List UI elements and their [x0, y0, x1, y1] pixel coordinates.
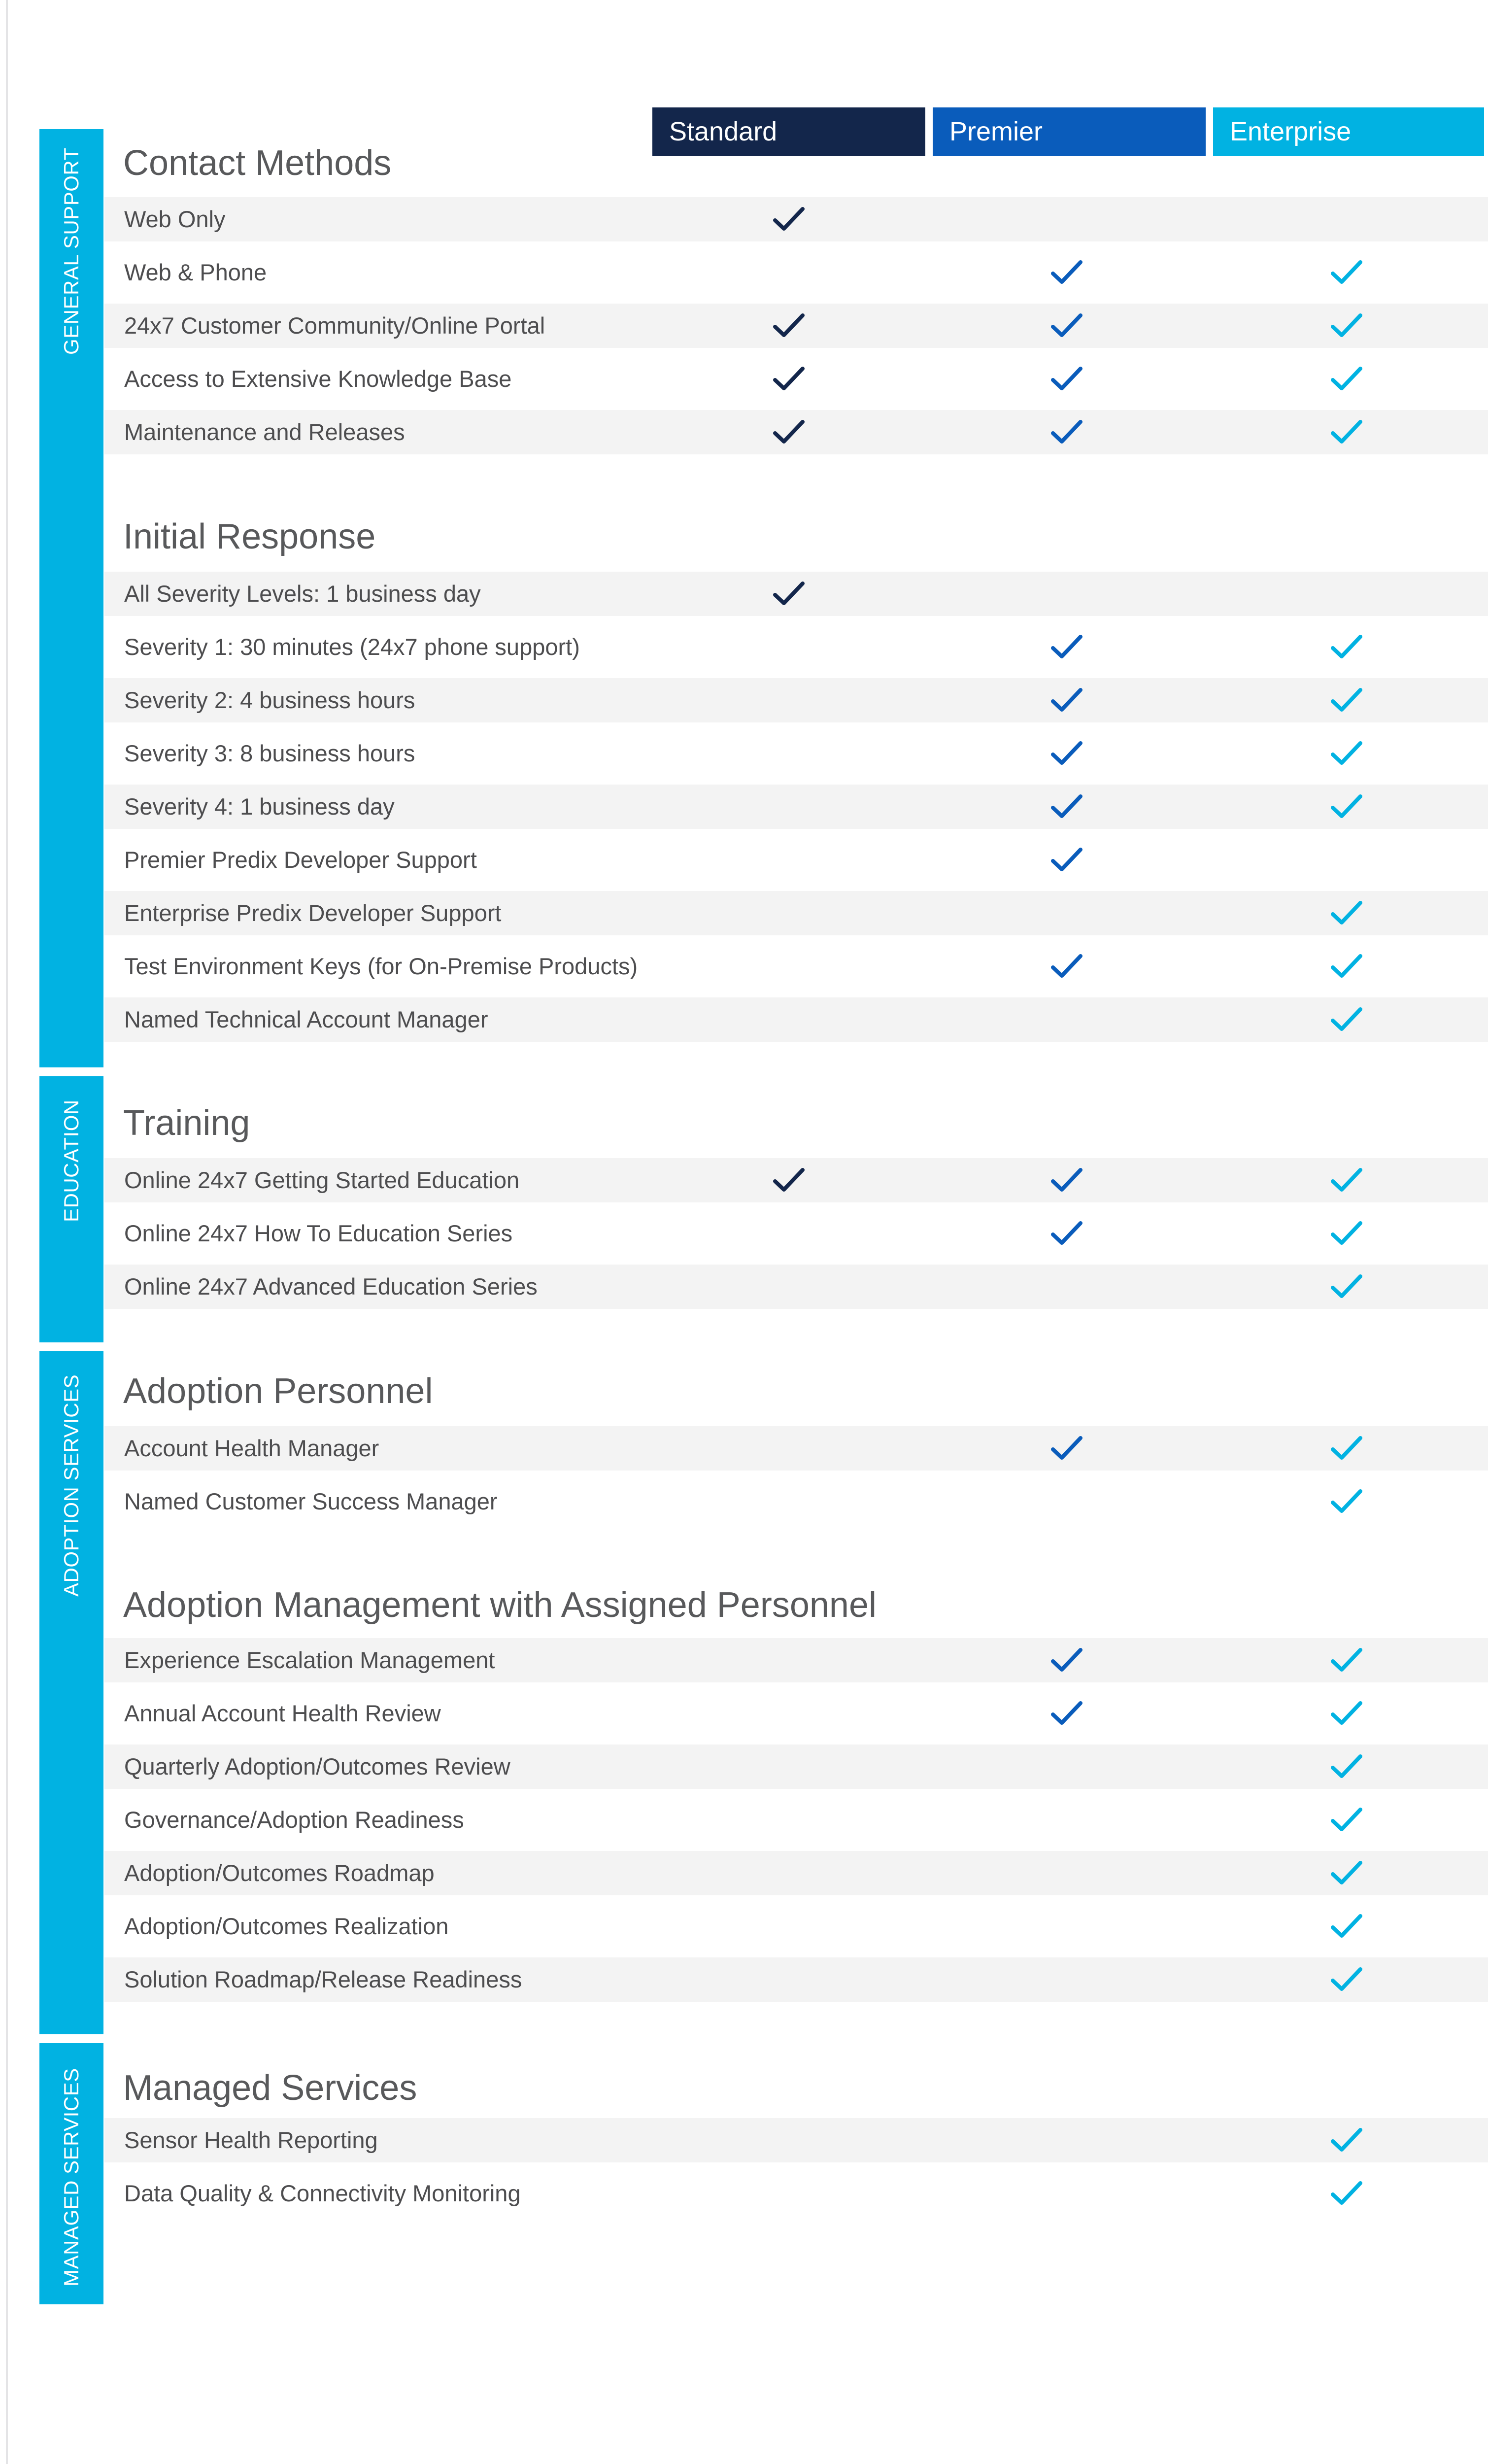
- row-label: Online 24x7 Getting Started Education: [124, 1167, 520, 1193]
- check-icon: [773, 418, 805, 446]
- row-label: Online 24x7 Advanced Education Series: [124, 1273, 538, 1300]
- check-icon: [1050, 953, 1083, 980]
- check-icon: [1050, 1220, 1083, 1247]
- check-icon: [1330, 2180, 1363, 2207]
- row-label: Annual Account Health Review: [124, 1700, 441, 1726]
- table-row: [104, 1904, 1488, 1949]
- check-icon: [1330, 1166, 1363, 1194]
- section-title: Contact Methods: [123, 143, 392, 183]
- table-row: [104, 785, 1488, 829]
- check-icon: [1050, 686, 1083, 714]
- check-icon: [1330, 953, 1363, 980]
- check-icon: [1330, 1913, 1363, 1940]
- table-row: [104, 1745, 1488, 1789]
- section-title: Adoption Management with Assigned Personnel: [123, 1585, 877, 1625]
- table-row: [104, 838, 1488, 882]
- check-icon: [1050, 312, 1083, 340]
- table-row: [104, 2171, 1488, 2216]
- row-label: Severity 1: 30 minutes (24x7 phone support): [124, 634, 580, 660]
- table-row: [104, 1957, 1488, 2002]
- row-label: Named Technical Account Manager: [124, 1006, 488, 1032]
- check-icon: [773, 580, 805, 608]
- table-row: [104, 625, 1488, 669]
- table-row: [104, 1691, 1488, 1736]
- check-icon: [1050, 365, 1083, 393]
- section-title: Adoption Personnel: [123, 1371, 433, 1411]
- check-icon: [1050, 1646, 1083, 1674]
- table-row: [104, 997, 1488, 1042]
- check-icon: [1330, 793, 1363, 821]
- check-icon: [1330, 899, 1363, 927]
- check-icon: [1330, 365, 1363, 393]
- check-icon: [1330, 1220, 1363, 1247]
- table-row: [104, 1798, 1488, 1842]
- check-icon: [1330, 1646, 1363, 1674]
- tier-header-enterprise: Enterprise: [1213, 107, 1484, 156]
- row-label: Web & Phone: [124, 259, 267, 285]
- table-row: [104, 410, 1488, 454]
- table-row: [104, 304, 1488, 348]
- check-icon: [1330, 312, 1363, 340]
- row-label: Adoption/Outcomes Realization: [124, 1913, 449, 1939]
- check-icon: [773, 1166, 805, 1194]
- check-icon: [1050, 1166, 1083, 1194]
- check-icon: [1330, 1806, 1363, 1834]
- row-label: Enterprise Predix Developer Support: [124, 900, 502, 926]
- row-label: Account Health Manager: [124, 1435, 379, 1461]
- row-label: Adoption/Outcomes Roadmap: [124, 1860, 435, 1886]
- check-icon: [1330, 1488, 1363, 1515]
- table-row: [104, 197, 1488, 241]
- check-icon: [1050, 418, 1083, 446]
- section-title: Initial Response: [123, 517, 376, 556]
- check-icon: [1050, 633, 1083, 661]
- page-left-rule: [6, 0, 8, 2464]
- table-row: [104, 250, 1488, 295]
- category-label-adoption-services: ADOPTION SERVICES: [60, 1374, 83, 1597]
- row-label: Online 24x7 How To Education Series: [124, 1220, 513, 1246]
- check-icon: [1050, 1700, 1083, 1727]
- row-label: Maintenance and Releases: [124, 419, 405, 445]
- tier-header-premier: Premier: [933, 107, 1206, 156]
- table-row: [104, 572, 1488, 616]
- check-icon: [1330, 1273, 1363, 1300]
- row-label: Severity 3: 8 business hours: [124, 740, 415, 766]
- check-icon: [1330, 1700, 1363, 1727]
- table-row: [104, 1638, 1488, 1682]
- check-icon: [1050, 259, 1083, 286]
- check-icon: [1330, 259, 1363, 286]
- check-icon: [773, 365, 805, 393]
- tier-header-standard: Standard: [652, 107, 925, 156]
- row-label: Named Customer Success Manager: [124, 1488, 498, 1514]
- table-row: [104, 1426, 1488, 1471]
- row-label: Access to Extensive Knowledge Base: [124, 366, 512, 392]
- table-row: [104, 1211, 1488, 1256]
- table-row: [104, 357, 1488, 401]
- check-icon: [773, 312, 805, 340]
- table-row: [104, 1851, 1488, 1895]
- row-label: Web Only: [124, 206, 226, 232]
- category-label-general-support: GENERAL SUPPORT: [60, 147, 83, 355]
- table-row: [104, 891, 1488, 935]
- check-icon: [1330, 1966, 1363, 1993]
- table-row: [104, 678, 1488, 722]
- section-title: Managed Services: [123, 2068, 417, 2108]
- row-label: Test Environment Keys (for On-Premise Products): [124, 953, 638, 979]
- row-label: Premier Predix Developer Support: [124, 847, 477, 873]
- row-label: Severity 2: 4 business hours: [124, 687, 415, 713]
- table-row: [104, 731, 1488, 776]
- table-row: [104, 1158, 1488, 1202]
- category-label-managed-services: MANAGED SERVICES: [60, 2068, 83, 2287]
- row-label: Data Quality & Connectivity Monitoring: [124, 2180, 521, 2206]
- check-icon: [1050, 846, 1083, 874]
- check-icon: [1050, 1435, 1083, 1462]
- check-icon: [1330, 1859, 1363, 1887]
- check-icon: [1330, 1435, 1363, 1462]
- check-icon: [1050, 740, 1083, 767]
- table-row: [104, 944, 1488, 989]
- check-icon: [1330, 1006, 1363, 1033]
- check-icon: [1330, 686, 1363, 714]
- check-icon: [1330, 418, 1363, 446]
- row-label: Experience Escalation Management: [124, 1647, 495, 1673]
- row-label: Governance/Adoption Readiness: [124, 1807, 464, 1833]
- check-icon: [1330, 633, 1363, 661]
- check-icon: [1330, 2126, 1363, 2154]
- row-label: Severity 4: 1 business day: [124, 793, 395, 820]
- check-icon: [1330, 1753, 1363, 1780]
- table-row: [104, 1479, 1488, 1524]
- table-row: [104, 2118, 1488, 2162]
- row-label: Quarterly Adoption/Outcomes Review: [124, 1753, 510, 1780]
- check-icon: [773, 205, 805, 233]
- check-icon: [1330, 740, 1363, 767]
- section-title: Training: [123, 1103, 250, 1143]
- row-label: All Severity Levels: 1 business day: [124, 581, 481, 607]
- row-label: Sensor Health Reporting: [124, 2127, 378, 2153]
- row-label: Solution Roadmap/Release Readiness: [124, 1966, 522, 1992]
- category-label-education: EDUCATION: [60, 1099, 83, 1222]
- check-icon: [1050, 793, 1083, 821]
- row-label: 24x7 Customer Community/Online Portal: [124, 312, 545, 339]
- table-row: [104, 1265, 1488, 1309]
